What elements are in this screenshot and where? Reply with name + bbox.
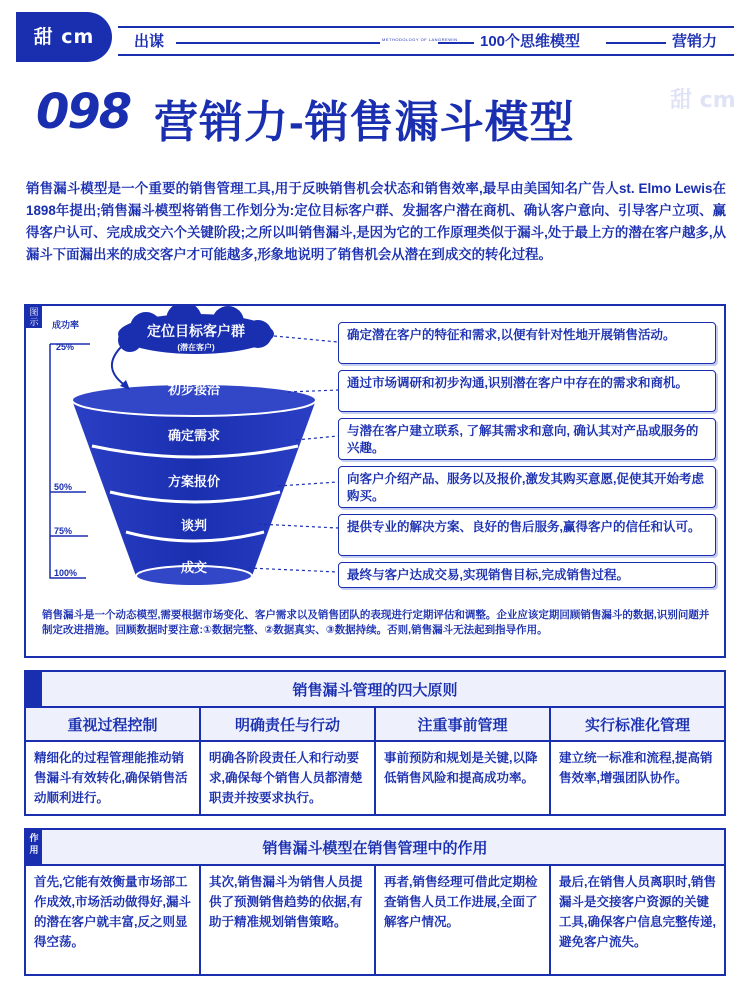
header-divider (438, 42, 474, 44)
stage-desc-2: 通过市场调研和初步沟通,识别潜在客户中存在的需求和商机。 (338, 370, 716, 412)
roles-title: 销售漏斗模型在销售管理中的作用 (262, 839, 488, 857)
diagram-tag: 图示 (26, 306, 42, 328)
principle-body: 精细化的过程管理能推动销售漏斗有效转化,确保销售活动顺利进行。 (34, 751, 188, 805)
title-number: 098 (36, 84, 131, 140)
role-body: 首先,它能有效衡量市场部工作成效,市场活动做得好,漏斗的潜在客户就丰富,反之则显得空荡。 (34, 875, 191, 949)
role-column (201, 866, 376, 974)
roles-columns (26, 866, 724, 974)
rate-25: 25% (56, 342, 75, 352)
funnel-diagram (24, 304, 726, 658)
stage-label-5: 成交 (180, 560, 208, 575)
principle-column (376, 708, 551, 814)
principle-head: 实行标准化管理 (551, 708, 724, 742)
role-column (376, 866, 551, 974)
stage-desc-5: 提供专业的解决方案、良好的售后服务,赢得客户的信任和认可。 (338, 514, 716, 556)
role-body: 再者,销售经理可借此定期检查销售人员工作进展,全面了解客户情况。 (384, 875, 538, 929)
cloud-title: 定位目标客户群 (147, 323, 245, 339)
rate-75: 75% (54, 526, 73, 536)
principle-column (201, 708, 376, 814)
logo-text: 甜 cm (33, 25, 95, 48)
stage-desc-4: 向客户介绍产品、服务以及报价,激发其购买意愿,促使其开始考虑购买。 (338, 466, 716, 508)
role-column (26, 866, 201, 974)
header-divider (176, 42, 380, 44)
title-text: 营销力-销售漏斗模型 (154, 98, 575, 147)
principle-body: 建立统一标准和流程,提高销售效率,增强团队协作。 (559, 751, 713, 785)
header (0, 0, 750, 70)
principle-column (26, 708, 201, 814)
principle-head: 明确责任与行动 (201, 708, 374, 742)
rate-label: 成功率 (52, 320, 80, 330)
principle-body: 明确各阶段责任人和行动要求,确保每个销售人员都清楚职责并按要求执行。 (209, 751, 363, 805)
section-mark (26, 672, 42, 706)
role-body: 其次,销售漏斗为销售人员提供了预测销售趋势的依据,有助于精准规划销售策略。 (209, 875, 363, 929)
cloud-subtitle: (潜在客户) (177, 343, 215, 352)
stage-label-2: 确定需求 (167, 428, 221, 443)
arrow-curve (112, 346, 126, 386)
principle-body: 事前预防和规划是关键,以降低销售风险和提高成功率。 (384, 751, 538, 785)
principles-columns (26, 708, 724, 814)
rate-axis-line (50, 344, 86, 578)
roles-header (26, 830, 724, 866)
diagram-note: 销售漏斗是一个动态模型,需要根据市场变化、客户需求以及销售团队的表现进行定期评估和调整。企业应该定期回顾销售漏斗的数据,识别问题并制定改进措施。回顾数据时要注意:①数据完整、②数据真实、③数据持续。否则,销售漏斗无法起到指导作用。 (42, 609, 710, 636)
rate-100: 100% (54, 568, 78, 578)
stage-desc-1: 确定潜在客户的特征和需求,以便有针对性地开展销售活动。 (338, 322, 716, 364)
principle-column (551, 708, 724, 814)
header-tiny-text: METHODOLOGY OF LANGREWIN (382, 37, 458, 42)
intro-paragraph: 销售漏斗模型是一个重要的销售管理工具,用于反映销售机会状态和销售效率,最早由美国知名广告人st. Elmo Lewis在1898年提出;销售漏斗模型将销售工作划分为:定位目标客户群、发掘客户潜在商机、确认客户意向、引导客户立项、赢得客户认可、完成成交六个关键阶段;之所以叫销售漏斗,是因为它的工作原理类似于漏斗,处于最上方的潜在客户越多,从漏斗下面漏出来的成交客户才可能越多,形象地说明了销售机会从潜在到成交的转化过程。 (26, 181, 726, 262)
stage-desc-6: 最终与客户达成交易,实现销售目标,完成销售过程。 (338, 562, 716, 588)
header-right: 营销力 (672, 33, 718, 50)
stage-label-4: 谈判 (180, 518, 208, 533)
header-divider (606, 42, 666, 44)
role-column (551, 866, 724, 974)
principles-header (26, 672, 724, 708)
roles-section (24, 828, 726, 976)
role-body: 最后,在销售人员离职时,销售漏斗是交接客户资源的关键工具,确保客户信息完整传递,避免客户流失。 (559, 875, 716, 949)
principles-title: 销售漏斗管理的四大原则 (292, 681, 458, 699)
logo (16, 12, 112, 62)
header-middle: 100个思维模型 (480, 33, 581, 50)
principles-section (24, 670, 726, 816)
header-left: 出谋 (134, 33, 165, 50)
principle-head: 注重事前管理 (376, 708, 549, 742)
stage-label-3: 方案报价 (167, 474, 221, 489)
title-watermark: 甜 cm (670, 88, 736, 113)
roles-tag: 作用 (26, 830, 42, 864)
page-title (36, 84, 736, 154)
principle-head: 重视过程控制 (26, 708, 199, 742)
stage-label-1: 初步接洽 (167, 382, 221, 397)
stage-desc-3: 与潜在客户建立联系, 了解其需求和意向, 确认其对产品或服务的兴趣。 (338, 418, 716, 460)
rate-50: 50% (54, 482, 73, 492)
